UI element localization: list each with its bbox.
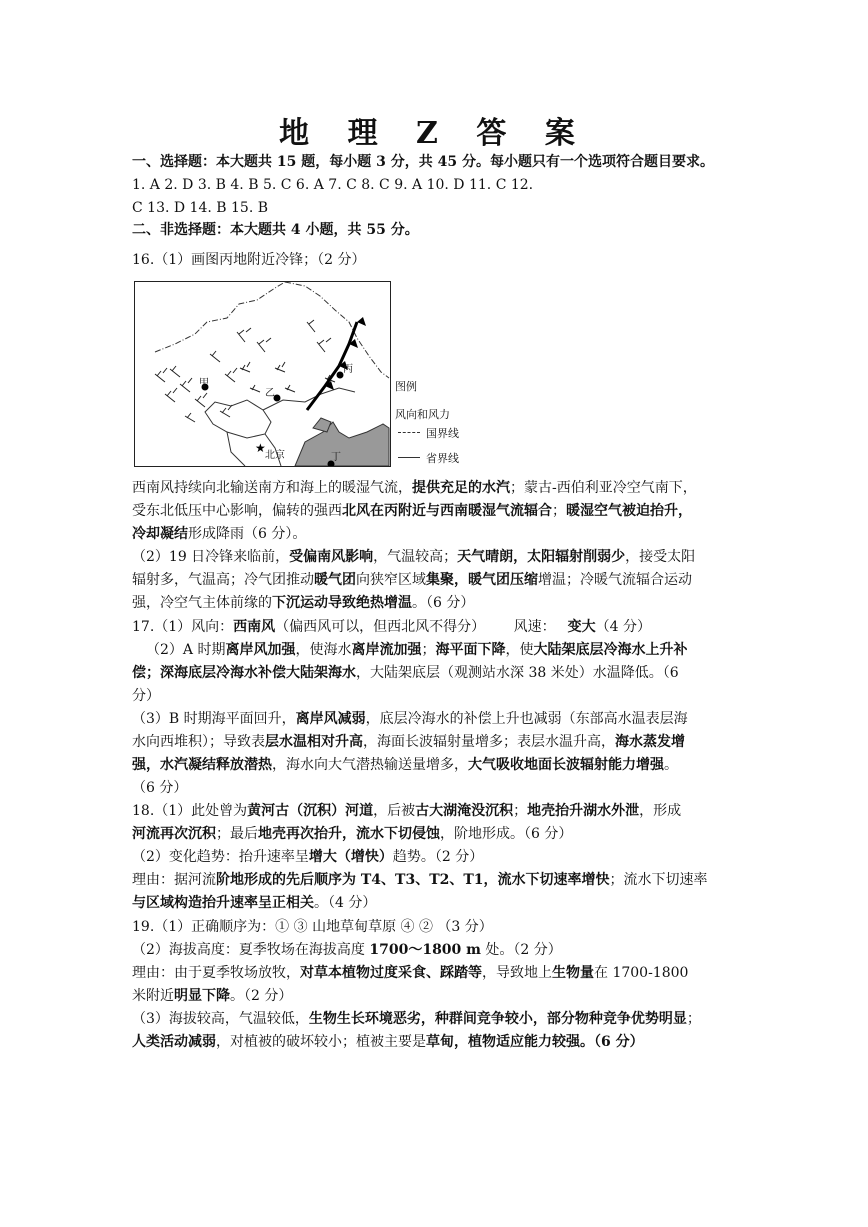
choice-answers-line2: C 13. D 14. B 15. B <box>132 200 269 216</box>
q18-part2-line3 <box>132 892 742 915</box>
q16-part2-line3 <box>132 592 742 615</box>
text-span: 增温；冷暖气流辐合运动 <box>538 572 692 588</box>
text-span: 形成降雨（6 分）。 <box>188 526 307 542</box>
text-bold: 下沉运动导致绝热增温 <box>272 595 412 611</box>
national-border-line-east <box>285 282 389 378</box>
text-span: ，导致地上 <box>482 965 552 981</box>
text-bold: 海平面下降 <box>435 642 506 658</box>
beijing-star-icon: ★ <box>255 441 266 455</box>
text-span: 处。（2 分） <box>480 942 562 958</box>
text-span: ；蒙古-西伯利亚冷空气南下， <box>510 480 697 496</box>
text-span: ，形成 <box>639 803 682 819</box>
legend-title: 图例 <box>395 380 417 393</box>
text-bold: 人类活动减弱 <box>132 1034 216 1050</box>
legend-border-swatch <box>398 432 420 433</box>
legend-border: 国界线 <box>426 427 459 440</box>
text-span: （3）B 时期海平面回升， <box>132 711 296 727</box>
q16-explain-line3 <box>132 523 742 546</box>
text-span: （4 分） <box>595 619 651 635</box>
choice-answers-line1: 1. A 2. D 3. B 4. B 5. C 6. A 7. C 8. C 9. A 10. D 11. C 12. <box>132 177 534 193</box>
text-span: 趋势。（2 分） <box>392 849 484 865</box>
text-span: 。（2 分） <box>230 988 293 1004</box>
text-bold: 海水蒸发增 <box>615 734 685 750</box>
peninsula-sea <box>313 418 331 432</box>
text-span: （3）海拔较高，气温较低， <box>132 1011 309 1027</box>
text-bold: 暖气团 <box>314 572 356 588</box>
text-span: 水向西堆积）；导致表 <box>132 734 265 750</box>
text-bold: 明显下降 <box>174 988 230 1004</box>
text-bold: 与区域构造抬升速率呈正相关 <box>132 895 314 911</box>
text-span: ，接受太阳 <box>625 549 696 565</box>
text-span: （偏西风可以，但西北风不得分） <box>275 619 486 635</box>
text-span: ，对植被的破坏较小；植被主要是 <box>216 1034 426 1050</box>
q19-part2-line3 <box>132 985 742 1008</box>
legend-province-swatch <box>398 457 420 458</box>
place-yi-label: 乙 <box>265 388 275 399</box>
text-span: 。（4 分） <box>314 895 377 911</box>
q17-part3-line2 <box>132 731 742 754</box>
q17-part2-line2 <box>132 662 742 685</box>
text-span: ； <box>552 503 566 519</box>
q17-part3-line3 <box>132 754 742 777</box>
text-span: 17.（1）风向： <box>132 619 234 635</box>
q19-part2-line2 <box>132 962 742 985</box>
weather-map-figure <box>134 281 391 467</box>
place-bing-label: 丙 <box>343 364 353 375</box>
text-span: 受东北低压中心影响，偏转的强西 <box>132 503 342 519</box>
text-span: ，后被 <box>373 803 416 819</box>
text-span: 理由：由于夏季牧场放牧， <box>132 965 300 981</box>
text-bold: 集聚，暖气团压缩 <box>426 572 538 588</box>
text-span: 向狭窄区域 <box>356 572 426 588</box>
text-span: ，使海水 <box>295 642 352 658</box>
text-span: （2）A 时期 <box>146 642 226 658</box>
text-bold: 暖湿空气被迫抬升， <box>566 503 692 519</box>
text-span: ，气温较高； <box>373 549 458 565</box>
text-span: ，使 <box>505 642 534 658</box>
q18-part2-line2 <box>132 869 742 892</box>
text-bold: 生物量 <box>552 965 594 981</box>
q16-part1-label: 16.（1）画图丙地附近冷锋；（2 分） <box>132 252 366 268</box>
text-span: ，大陆架底层（观测站水深 38 米处）水温降低。（6 <box>356 665 679 681</box>
text-bold: 变大 <box>567 619 596 635</box>
q17-part2-line3: 分） <box>132 688 160 704</box>
text-bold: 阶地形成的先后顺序为 T4、T3、T2、T1，流水下切速率增快 <box>216 872 610 888</box>
text-bold: 对草本植物过度采食、踩踏等 <box>300 965 482 981</box>
place-ding-label: 丁 <box>331 452 341 463</box>
q19-part3-line1 <box>132 1008 742 1031</box>
text-bold: 北风在丙附近与西南暖湿气流辐合 <box>342 503 552 519</box>
place-beijing-label: 北京 <box>265 450 285 461</box>
text-span: ，阶地形成。（6 分） <box>440 826 573 842</box>
text-bold: 受偏南风影响 <box>289 549 374 565</box>
q17-part3-line1 <box>132 708 742 731</box>
legend-wind: 风向和风力 <box>395 408 450 421</box>
section2-heading: 二、非选择题：本大题共 4 小题，共 55 分。 <box>132 222 419 238</box>
text-bold: 增大（增快） <box>308 849 393 865</box>
text-bold: 西南风 <box>233 619 276 635</box>
text-bold: 大气吸收地面长波辐射能力增强 <box>468 757 664 773</box>
text-span: ； <box>421 642 436 658</box>
legend-province: 省界线 <box>426 452 459 465</box>
text-span: 风速： <box>513 619 556 635</box>
text-bold: 层水温相对升高 <box>265 734 363 750</box>
text-span: ； <box>686 1011 701 1027</box>
text-span: 在 1700-1800 <box>594 965 689 981</box>
text-bold: 地壳抬升湖水外泄 <box>527 803 640 819</box>
text-bold: 河流再次沉积 <box>132 826 216 842</box>
province-line-1 <box>205 400 271 438</box>
text-span: 18.（1）此处曾为 <box>132 803 248 819</box>
sea-area <box>295 422 389 466</box>
text-bold: 强，水汽凝结释放潜热 <box>132 757 272 773</box>
text-bold: 古大湖淹没沉积 <box>415 803 514 819</box>
text-span: ；流水下切速率 <box>609 872 708 888</box>
q18-part2-line1 <box>132 846 742 869</box>
q17-part2-line1 <box>146 639 756 662</box>
text-span: 米附近 <box>132 988 174 1004</box>
text-bold: 离岸风减弱 <box>295 711 366 727</box>
text-span: ，底层冷海水的补偿上升也减弱（东部高水温表层海 <box>365 711 688 727</box>
q19-part1: 19.（1）正确顺序为：① ③ 山地草甸草原 ④ ② （3 分） <box>132 919 493 935</box>
text-bold: 大陆架底层冷海水上升补 <box>533 642 688 658</box>
text-span: 。（6 分） <box>412 595 475 611</box>
text-span: ，海水向大气潜热输送量增多， <box>272 757 468 773</box>
q18-part1-line1 <box>132 800 742 823</box>
place-jia-label: 甲 <box>199 378 209 389</box>
text-bold: 冷却凝结 <box>132 526 188 542</box>
text-bold: 离岸流加强 <box>351 642 422 658</box>
text-span: 辐射多，气温高；冷气团推动 <box>132 572 314 588</box>
text-span: ； <box>513 803 528 819</box>
text-bold: 地壳再次抬升，流水下切侵蚀 <box>258 826 440 842</box>
text-span: ；最后 <box>216 826 258 842</box>
text-bold: 离岸风加强 <box>225 642 296 658</box>
q19-part2-line1 <box>132 939 742 962</box>
q17-part3-line4: （6 分） <box>132 780 188 796</box>
q17-part1 <box>132 616 742 639</box>
text-span: （2）变化趋势：抬升速率呈 <box>132 849 309 865</box>
text-bold: 生物生长环境恶劣，种群间竞争较小，部分物种竞争优势明显 <box>308 1011 687 1027</box>
q18-part1-line2 <box>132 823 742 846</box>
text-bold: 偿；深海底层冷海水补偿大陆架海水 <box>132 665 356 681</box>
text-span: 强，冷空气主体前缘的 <box>132 595 272 611</box>
section1-heading: 一、选择题：本大题共 15 题，每小题 3 分，共 45 分。每小题只有一个选项符合题目要求。 <box>132 154 714 170</box>
text-span: ，海面长波辐射量增多；表层水温升高， <box>363 734 615 750</box>
text-span: 西南风持续向北输送南方和海上的暖湿气流， <box>132 480 412 496</box>
text-span: （2）海拔高度：夏季牧场在海拔高度 <box>132 942 370 958</box>
q16-explain-line1 <box>132 477 742 500</box>
national-border-line <box>155 282 285 352</box>
text-bold: 提供充足的水汽 <box>412 480 510 496</box>
text-bold: 天气晴朗，太阳辐射削弱少 <box>457 549 626 565</box>
text-span: 理由：据河流 <box>132 872 216 888</box>
text-span: 。 <box>664 757 678 773</box>
q16-explain-line2 <box>132 500 742 523</box>
text-bold: 草甸，植物适应能力较强 <box>426 1034 580 1050</box>
text-bold: 。（6 分） <box>580 1034 644 1050</box>
q19-part3-line2 <box>132 1031 742 1054</box>
q16-part2-line2 <box>132 569 742 592</box>
text-bold: 1700～1800 m <box>369 942 481 958</box>
q16-part2-line1 <box>132 546 742 569</box>
text-bold: 黄河古（沉积）河道 <box>247 803 374 819</box>
text-span: （2）19 日冷锋来临前， <box>132 549 290 565</box>
page-title: 地 理 Z 答 案 <box>279 116 589 151</box>
